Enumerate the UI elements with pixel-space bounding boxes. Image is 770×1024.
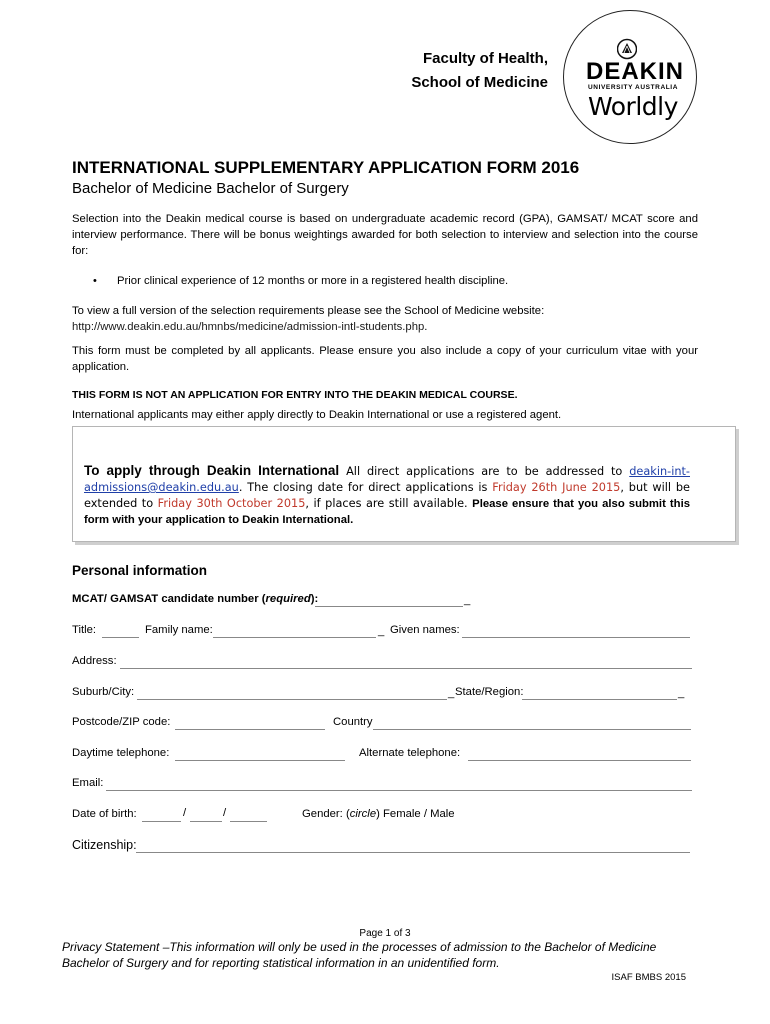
warning-text: THIS FORM IS NOT AN APPLICATION FOR ENTRY INTO THE DEAKIN MEDICAL COURSE.: [72, 389, 518, 401]
page-number: Page 1 of 3: [359, 928, 411, 939]
address-label: Address:: [72, 655, 117, 667]
daytime-telephone-label: Daytime telephone:: [72, 747, 170, 759]
form-code: ISAF BMBS 2015: [611, 972, 686, 983]
suburb-field[interactable]: [137, 699, 447, 700]
mcat-number-field[interactable]: [315, 606, 463, 607]
citizenship-label: Citizenship:: [72, 838, 137, 852]
international-applicants-text: International applicants may either apply directly to Deakin International or use a registered agent.: [72, 409, 562, 421]
bullet-text: Prior clinical experience of 12 months or more in a registered health discipline.: [117, 275, 509, 287]
postcode-label: Postcode/ZIP code:: [72, 716, 171, 728]
postcode-field[interactable]: [175, 729, 325, 730]
box-bold-note: Please ensure that you also submit this form with your application to Deakin International.: [84, 498, 690, 526]
citizenship-field[interactable]: [136, 852, 690, 853]
bullet-icon: •: [93, 275, 97, 287]
country-label: Country: [333, 716, 373, 728]
faculty-line-1: Faculty of Health,: [422, 50, 548, 67]
gender-options[interactable]: ) Female / Male: [376, 808, 455, 820]
email-label: Email:: [72, 777, 104, 789]
section-personal-information: Personal information: [72, 563, 208, 578]
intro-paragraph: Selection into the Deakin medical course is based on undergraduate academic record (GPA), GAMSAT/ MCAT score and interview performance. There will be bonus weightings awarded for both selection to interview and selection into the course for:: [72, 213, 698, 257]
gender-label: Gender: (circle) Female / Male: [302, 808, 455, 820]
extended-date: Friday 30th October 2015: [157, 497, 306, 510]
title-label: Title:: [72, 624, 97, 636]
alternate-telephone-field[interactable]: [468, 760, 691, 761]
logo-name: DEAKIN: [586, 58, 685, 85]
form-title: INTERNATIONAL SUPPLEMENTARY APPLICATION FORM 2016: [72, 158, 580, 177]
email-field[interactable]: [106, 790, 692, 791]
dob-month-field[interactable]: [190, 821, 222, 822]
daytime-telephone-field[interactable]: [175, 760, 345, 761]
view-requirements-text: To view a full version of the selection requirements please see the School of Medicine website:: [72, 305, 545, 317]
mcat-label: MCAT/ GAMSAT candidate number (required):: [72, 593, 319, 605]
given-names-label: Given names:: [390, 624, 460, 636]
faculty-line-2: School of Medicine: [411, 74, 548, 91]
family-name-field[interactable]: [213, 637, 376, 638]
alternate-telephone-label: Alternate telephone:: [359, 747, 461, 759]
state-label: State/Region:: [455, 686, 524, 698]
faculty-heading: [411, 47, 548, 95]
deakin-shield-icon: [617, 38, 637, 60]
dob-day-field[interactable]: [142, 821, 181, 822]
country-field[interactable]: [373, 729, 691, 730]
deakin-international-text: To apply through Deakin International All direct applications are to be addressed to deakin-int-admissions@deakin.edu.au. The closing date for direct applications is Friday 26th June 2015, but will be extended to Friday 30th October 2015, if places are still available. Please ensure that you also submit this form with your application to Deakin International.: [84, 463, 690, 526]
must-complete-paragraph: This form must be completed by all applicants. Please ensure you also include a copy of your curriculum vitae with your application.: [72, 345, 698, 373]
suburb-label: Suburb/City:: [72, 686, 135, 698]
dob-year-field[interactable]: [230, 821, 267, 822]
view-requirements-paragraph: To view a full version of the selection requirements please see the School of Medicine website: http://www.deakin.edu.au/hmnbs/medicine/admission-intl-students.php.: [72, 305, 545, 333]
closing-date: Friday 26th June 2015: [492, 481, 621, 494]
form-subtitle: Bachelor of Medicine Bachelor of Surgery: [72, 180, 349, 197]
box-heading: To apply through Deakin International: [84, 463, 340, 478]
privacy-statement: Privacy Statement –This information will only be used in the processes of admission to the Bachelor of Medicine Bachelor of Surgery and for reporting statistical information in an unidentified form.: [62, 940, 657, 970]
title-field[interactable]: [102, 637, 139, 638]
address-field[interactable]: [120, 668, 692, 669]
admissions-email-link[interactable]: deakin-int-admissions@deakin.edu.au: [84, 465, 690, 494]
logo-tagline: Worldly: [588, 92, 678, 121]
school-website-link[interactable]: http://www.deakin.edu.au/hmnbs/medicine/admission-intl-students.php: [72, 321, 425, 333]
family-name-label: Family name:: [145, 624, 213, 636]
date-of-birth-label: Date of birth:: [72, 808, 137, 820]
logo-subtitle: UNIVERSITY AUSTRALIA: [588, 84, 679, 91]
given-names-field[interactable]: [462, 637, 690, 638]
state-field[interactable]: [522, 699, 677, 700]
